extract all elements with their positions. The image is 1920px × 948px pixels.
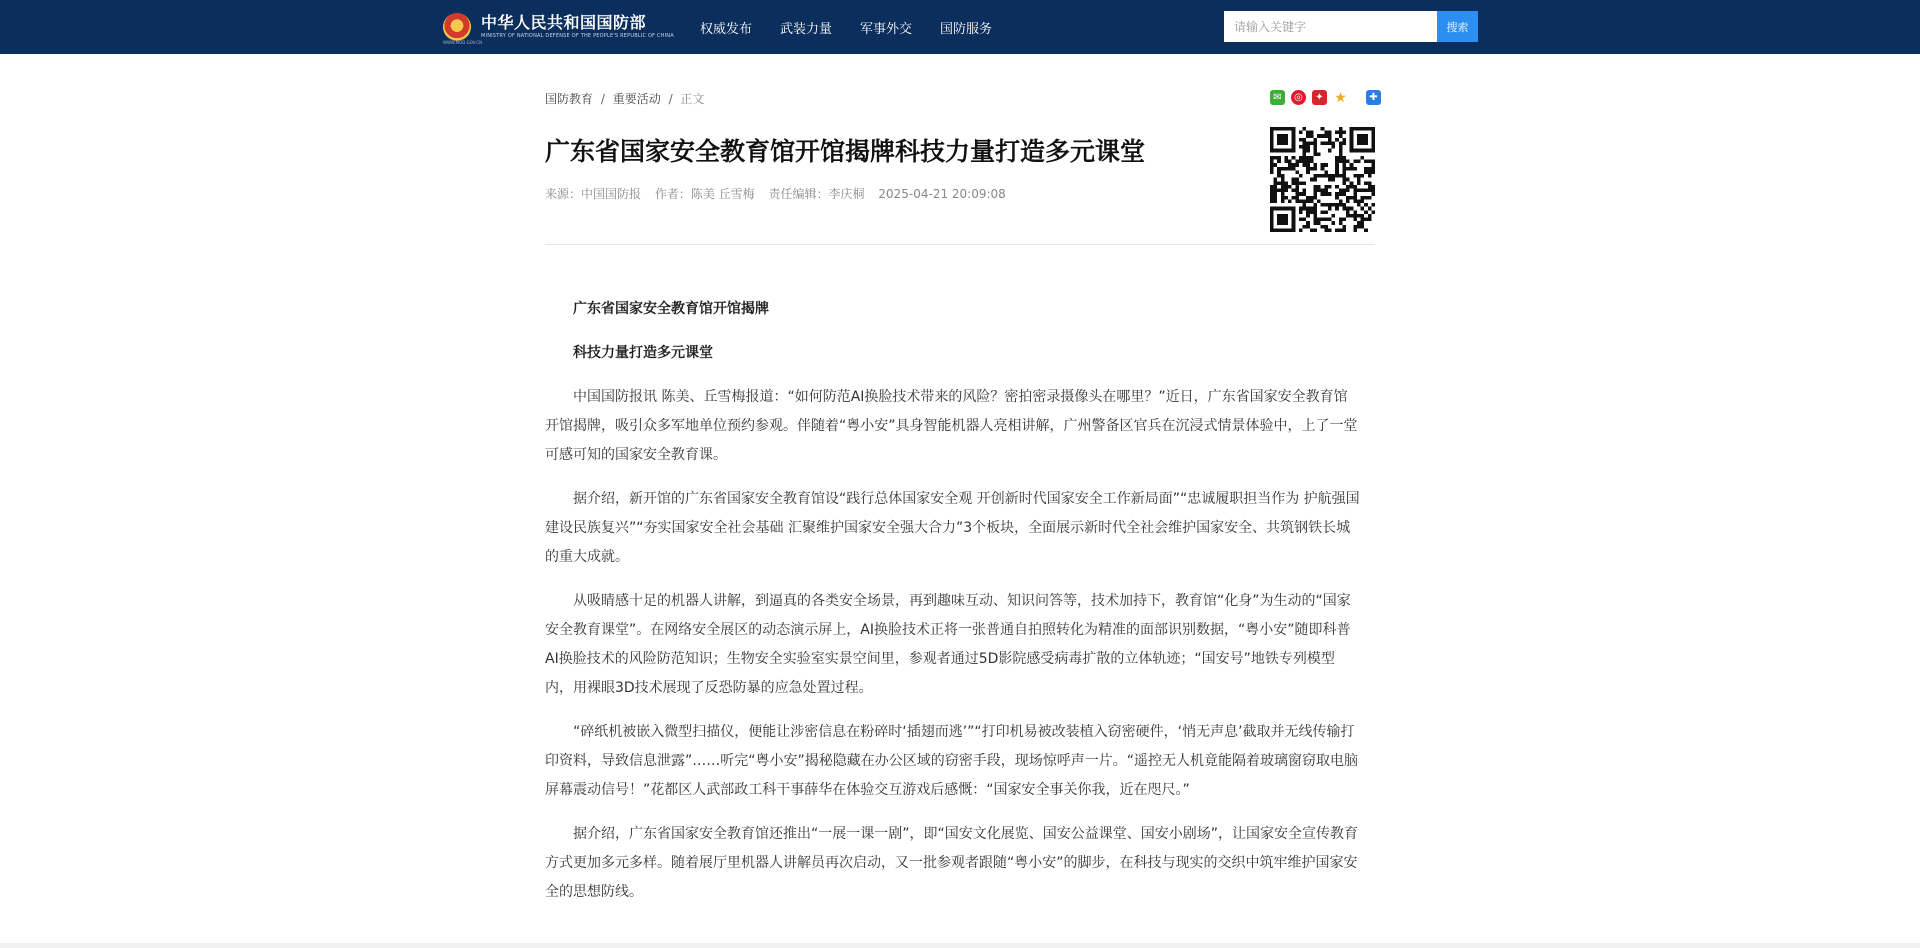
article-subhead: 广东省国家安全教育馆开馆揭牌 (573, 301, 769, 317)
article-paragraph: 据介绍，新开馆的广东省国家安全教育馆设“践行总体国家安全观 开创新时代国家安全工作新局面”“忠诚履职担当作为 护航强国建设民族复兴”“夯实国家安全社会基础 汇聚维护国家安全强大合力”3个板块，全面展示新时代全社会维护国家安全、共筑钢铁长城的重大成就。 (545, 491, 1360, 565)
article-paragraph: 从吸睛感十足的机器人讲解，到逼真的各类安全场景，再到趣味互动、知识问答等，技术加持下，教育馆“化身”为生动的“国家安全教育课堂”。在网络安全展区的动态演示屏上，AI换脸技术正将一张普通自拍照转化为精准的面部识别数据，“粤小安”随即科普AI换脸技术的风险防范知识；生物安全实验室实景空间里，参观者通过5D影院感受病毒扩散的立体轨迹；“国安号”地铁专列模型内，用裸眼3D技术展现了反恐防暴的应急处置过程。 (545, 593, 1351, 696)
article-source: 来源：中国国防报 (545, 187, 642, 201)
breadcrumb-important-activities[interactable]: 重要活动 (612, 92, 661, 106)
search-button[interactable]: 搜索 (1437, 11, 1478, 42)
article-paragraph: “碎纸机被嵌入微型扫描仪，便能让涉密信息在粉碎时‘插翅而逃’”“打印机易被改装植入窃密硬件，‘悄无声息’截取并无线传输打印资料，导致信息泄露”……听完“粤小安”揭秘隐藏在办公区域的窃密手段，现场惊呼声一片。“遥控无人机竟能隔着玻璃窗窃取电脑屏幕震动信号！”花都区人武部政工科干事薛华在体验交互游戏后感慨：“国家安全事关你我，近在咫尺。” (545, 724, 1359, 798)
breadcrumb (545, 90, 704, 107)
wechat-icon[interactable]: ✉ (1270, 90, 1285, 105)
breadcrumb-current: 正文 (680, 92, 705, 106)
main-nav (700, 0, 1020, 54)
article-body (545, 295, 1360, 922)
logo-url: WWW.MOD.GOV.CN (443, 40, 483, 45)
nav-item-defense-services[interactable]: 国防服务 (940, 21, 993, 37)
weibo-icon[interactable]: ◎ (1291, 90, 1306, 105)
pdf-icon[interactable]: ✦ (1312, 90, 1327, 105)
article-paragraph: 据介绍，广东省国家安全教育馆还推出“一展一课一剧”，即“国安文化展览、国安公益课堂、国安小剧场”，让国家安全宣传教育方式更加多元多样。随着展厅里机器人讲解员再次启动，又一批参观者跟随“粤小安”的脚步，在科技与现实的交织中筑牢维护国家安全的思想防线。 (545, 826, 1359, 900)
nav-item-authoritative-release[interactable]: 权威发布 (700, 21, 753, 37)
more-icon[interactable]: ✚ (1366, 90, 1381, 105)
article-meta (545, 185, 1016, 202)
qr-code-icon (1270, 127, 1375, 232)
nav-item-military-diplomacy[interactable]: 军事外交 (860, 21, 913, 37)
article-editor: 责任编辑：李庆桐 (768, 187, 865, 201)
article-paragraph: 中国国防报讯 陈美、丘雪梅报道：“如何防范AI换脸技术带来的风险？密拍密录摄像头在哪里？”近日，广东省国家安全教育馆开馆揭牌，吸引众多军地单位预约参观。伴随着“粤小安”具身智能机器人亮相讲解，广州警备区官兵在沉浸式情景体验中，上了一堂可感可知的国家安全教育课。 (545, 389, 1358, 463)
logo-subtitle: MINISTRY OF NATIONAL DEFENSE OF THE PEOPLE'S REPUBLIC OF CHINA (481, 33, 674, 39)
footer-divider (0, 943, 1920, 948)
nav-item-armed-forces[interactable]: 武装力量 (780, 21, 833, 37)
header-divider (545, 244, 1375, 245)
site-logo[interactable] (443, 8, 674, 46)
article-author: 作者：陈美 丘雪梅 (654, 187, 755, 201)
breadcrumb-separator: / (668, 92, 677, 106)
national-emblem-icon (443, 13, 471, 41)
search-bar (1224, 11, 1478, 42)
logo-text (481, 15, 674, 39)
logo-title: 中华人民共和国国防部 (481, 13, 647, 32)
breadcrumb-separator: / (600, 92, 605, 106)
breadcrumb-defense-education[interactable]: 国防教育 (545, 92, 594, 106)
top-navigation-bar (0, 0, 1920, 54)
favorite-icon[interactable]: ★ (1334, 89, 1347, 106)
search-input[interactable] (1224, 11, 1437, 42)
share-toolbar (1270, 90, 1381, 105)
article-subhead: 科技力量打造多元课堂 (573, 345, 713, 361)
article-title: 广东省国家安全教育馆开馆揭牌科技力量打造多元课堂 (545, 137, 1146, 166)
article-date: 2025-04-21 20:09:08 (878, 187, 1006, 201)
